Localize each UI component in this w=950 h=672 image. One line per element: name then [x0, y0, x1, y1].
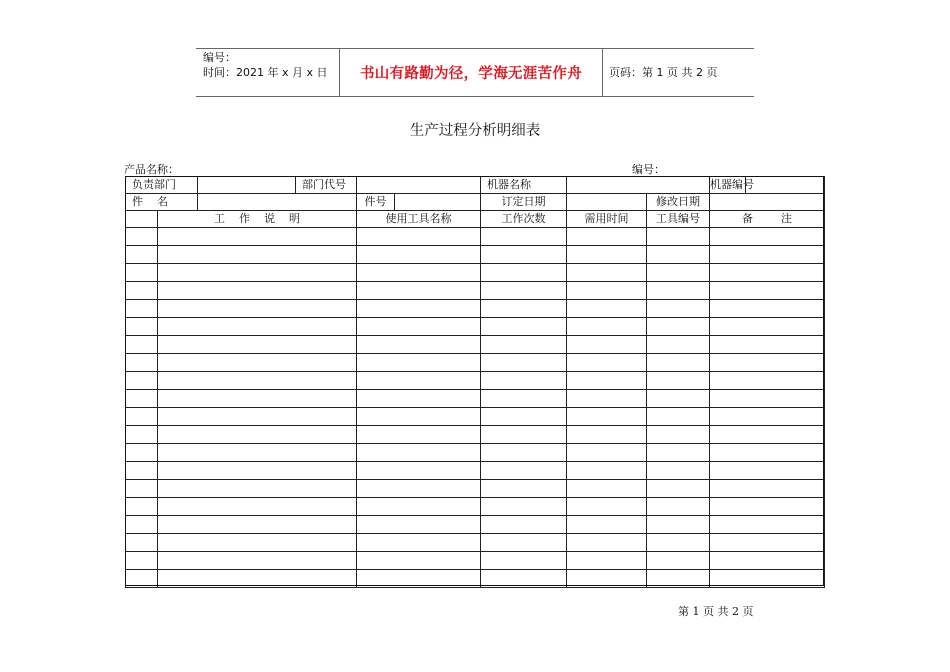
- remarks-cell[interactable]: [710, 480, 825, 498]
- tool-name-cell[interactable]: [357, 516, 481, 534]
- tool-name-cell[interactable]: [357, 480, 481, 498]
- number-label: 编号：: [632, 163, 665, 176]
- tool-name-cell[interactable]: [357, 336, 481, 354]
- work-description-cell[interactable]: [158, 444, 357, 462]
- process-analysis-table: [125, 176, 825, 588]
- tool-number-cell[interactable]: [647, 426, 710, 444]
- set-date-field[interactable]: [567, 194, 647, 211]
- tool-number-cell[interactable]: [647, 552, 710, 570]
- work-count-cell[interactable]: [481, 300, 567, 318]
- work-count-cell[interactable]: [481, 408, 567, 426]
- row-number-cell[interactable]: [126, 228, 158, 246]
- time-required-cell[interactable]: [567, 534, 647, 552]
- work-description-cell[interactable]: [158, 552, 357, 570]
- header-date-label: 时间：2021 年 x 月 x 日: [203, 66, 328, 79]
- table-row-dept: [126, 177, 825, 194]
- row-number-cell[interactable]: [126, 372, 158, 390]
- tool-number-cell[interactable]: [647, 534, 710, 552]
- remarks-cell[interactable]: [710, 372, 825, 390]
- col-time-required: 需用时间: [567, 211, 647, 228]
- remarks-cell[interactable]: [710, 534, 825, 552]
- table-row: [126, 498, 825, 516]
- tool-name-cell[interactable]: [357, 282, 481, 300]
- time-required-cell[interactable]: [567, 426, 647, 444]
- row-number-cell[interactable]: [126, 444, 158, 462]
- tool-name-cell[interactable]: [357, 426, 481, 444]
- remarks-cell[interactable]: [710, 570, 825, 588]
- col-remarks: 备 注: [710, 211, 825, 228]
- work-description-cell[interactable]: [158, 354, 357, 372]
- work-count-cell[interactable]: [481, 552, 567, 570]
- time-required-cell[interactable]: [567, 336, 647, 354]
- row-number-cell[interactable]: [126, 336, 158, 354]
- dept-code-label: 部门代号: [296, 177, 357, 194]
- header-serial-label: 编号：: [203, 51, 236, 64]
- tool-number-cell[interactable]: [647, 390, 710, 408]
- dept-field[interactable]: [198, 177, 296, 194]
- tool-number-cell[interactable]: [647, 354, 710, 372]
- table-row: [126, 246, 825, 264]
- tool-number-cell[interactable]: [647, 408, 710, 426]
- time-required-cell[interactable]: [567, 408, 647, 426]
- row-number-cell[interactable]: [126, 570, 158, 588]
- tool-number-cell[interactable]: [647, 516, 710, 534]
- tool-name-cell[interactable]: [357, 408, 481, 426]
- tool-name-cell[interactable]: [357, 498, 481, 516]
- work-count-cell[interactable]: [481, 372, 567, 390]
- remarks-cell[interactable]: [710, 462, 825, 480]
- footer-page-number: 第 1 页 共 2 页: [678, 605, 754, 618]
- table-row: [126, 480, 825, 498]
- row-number-cell[interactable]: [126, 246, 158, 264]
- work-description-cell[interactable]: [158, 228, 357, 246]
- work-description-cell[interactable]: [158, 390, 357, 408]
- tool-number-cell[interactable]: [647, 246, 710, 264]
- table-row: [126, 534, 825, 552]
- work-description-cell[interactable]: [158, 498, 357, 516]
- tool-number-cell[interactable]: [647, 264, 710, 282]
- row-number-cell[interactable]: [126, 462, 158, 480]
- tool-number-cell[interactable]: [647, 228, 710, 246]
- work-count-cell[interactable]: [481, 516, 567, 534]
- header-page-label: 页码：第 1 页 共 2 页: [609, 66, 718, 79]
- tool-name-cell[interactable]: [357, 534, 481, 552]
- remarks-cell[interactable]: [710, 264, 825, 282]
- row-number-cell[interactable]: [126, 354, 158, 372]
- tool-number-cell[interactable]: [647, 318, 710, 336]
- machine-no-field[interactable]: [746, 177, 825, 194]
- modify-date-field[interactable]: [710, 194, 825, 211]
- part-no-label: 件号: [357, 194, 395, 211]
- time-required-cell[interactable]: [567, 300, 647, 318]
- row-number-cell[interactable]: [126, 282, 158, 300]
- remarks-cell[interactable]: [710, 300, 825, 318]
- work-description-cell[interactable]: [158, 516, 357, 534]
- table-row: [126, 372, 825, 390]
- time-required-cell[interactable]: [567, 282, 647, 300]
- time-required-cell[interactable]: [567, 228, 647, 246]
- header-divider: [602, 48, 603, 96]
- work-count-cell[interactable]: [481, 426, 567, 444]
- tool-number-cell[interactable]: [647, 570, 710, 588]
- work-count-cell[interactable]: [481, 246, 567, 264]
- row-number-cell[interactable]: [126, 480, 158, 498]
- work-description-cell[interactable]: [158, 300, 357, 318]
- tool-number-cell[interactable]: [647, 444, 710, 462]
- work-count-cell[interactable]: [481, 318, 567, 336]
- work-description-cell[interactable]: [158, 246, 357, 264]
- part-no-field[interactable]: [395, 194, 481, 211]
- table-row: [126, 408, 825, 426]
- tool-name-cell[interactable]: [357, 264, 481, 282]
- work-count-cell[interactable]: [481, 228, 567, 246]
- header-bottom-rule: [196, 96, 754, 97]
- tool-number-cell[interactable]: [647, 498, 710, 516]
- table-column-headers: [126, 211, 825, 228]
- row-number-cell[interactable]: [126, 318, 158, 336]
- table-row: [126, 264, 825, 282]
- part-name-field[interactable]: [198, 194, 357, 211]
- table-row: [126, 390, 825, 408]
- remarks-cell[interactable]: [710, 282, 825, 300]
- tool-name-cell[interactable]: [357, 228, 481, 246]
- remarks-cell[interactable]: [710, 246, 825, 264]
- work-description-cell[interactable]: [158, 318, 357, 336]
- work-description-cell[interactable]: [158, 480, 357, 498]
- row-number-cell[interactable]: [126, 552, 158, 570]
- work-description-cell[interactable]: [158, 282, 357, 300]
- table-row: [126, 318, 825, 336]
- machine-name-label: 机器名称: [481, 177, 567, 194]
- time-required-cell[interactable]: [567, 480, 647, 498]
- time-required-cell[interactable]: [567, 390, 647, 408]
- document-title: 生产过程分析明细表: [409, 123, 541, 139]
- row-number-header: [126, 211, 158, 228]
- tool-name-cell[interactable]: [357, 318, 481, 336]
- table-row: [126, 354, 825, 372]
- work-description-cell[interactable]: [158, 408, 357, 426]
- work-count-cell[interactable]: [481, 498, 567, 516]
- tool-name-cell[interactable]: [357, 462, 481, 480]
- table-row: [126, 282, 825, 300]
- tool-name-cell[interactable]: [357, 372, 481, 390]
- remarks-cell[interactable]: [710, 336, 825, 354]
- header-motto: 书山有路勤为径，学海无涯苦作舟: [360, 65, 582, 82]
- work-description-cell[interactable]: [158, 336, 357, 354]
- row-number-cell[interactable]: [126, 408, 158, 426]
- work-count-cell[interactable]: [481, 390, 567, 408]
- work-description-cell[interactable]: [158, 462, 357, 480]
- modify-date-label: 修改日期: [647, 194, 710, 211]
- work-count-cell[interactable]: [481, 354, 567, 372]
- work-count-cell[interactable]: [481, 282, 567, 300]
- remarks-cell[interactable]: [710, 354, 825, 372]
- tool-number-cell[interactable]: [647, 282, 710, 300]
- table-row-part: [126, 194, 825, 211]
- work-count-cell[interactable]: [481, 444, 567, 462]
- time-required-cell[interactable]: [567, 264, 647, 282]
- tool-name-cell[interactable]: [357, 246, 481, 264]
- dept-code-field[interactable]: [357, 177, 481, 194]
- dept-label: 负责部门: [126, 177, 198, 194]
- time-required-cell[interactable]: [567, 462, 647, 480]
- work-count-cell[interactable]: [481, 534, 567, 552]
- part-name-label: 件 名: [126, 194, 198, 211]
- row-number-cell[interactable]: [126, 300, 158, 318]
- work-count-cell[interactable]: [481, 480, 567, 498]
- time-required-cell[interactable]: [567, 552, 647, 570]
- row-number-cell[interactable]: [126, 426, 158, 444]
- tool-name-cell[interactable]: [357, 552, 481, 570]
- table-row: [126, 462, 825, 480]
- time-required-cell[interactable]: [567, 372, 647, 390]
- product-name-label: 产品名称：: [124, 163, 179, 176]
- work-description-cell[interactable]: [158, 426, 357, 444]
- tool-name-cell[interactable]: [357, 354, 481, 372]
- header-info: [203, 50, 328, 80]
- tool-number-cell[interactable]: [647, 462, 710, 480]
- col-work-description: 工 作 说 明: [158, 211, 357, 228]
- col-tool-name: 使用工具名称: [357, 211, 481, 228]
- table-row: [126, 516, 825, 534]
- row-number-cell[interactable]: [126, 390, 158, 408]
- tool-number-cell[interactable]: [647, 336, 710, 354]
- remarks-cell[interactable]: [710, 426, 825, 444]
- remarks-cell[interactable]: [710, 516, 825, 534]
- time-required-cell[interactable]: [567, 354, 647, 372]
- row-number-cell[interactable]: [126, 516, 158, 534]
- row-number-cell[interactable]: [126, 498, 158, 516]
- tool-name-cell[interactable]: [357, 390, 481, 408]
- work-description-cell[interactable]: [158, 264, 357, 282]
- work-count-cell[interactable]: [481, 336, 567, 354]
- row-number-cell[interactable]: [126, 264, 158, 282]
- remarks-cell[interactable]: [710, 228, 825, 246]
- remarks-cell[interactable]: [710, 498, 825, 516]
- remarks-cell[interactable]: [710, 552, 825, 570]
- work-count-cell[interactable]: [481, 462, 567, 480]
- time-required-cell[interactable]: [567, 570, 647, 588]
- time-required-cell[interactable]: [567, 246, 647, 264]
- col-tool-number: 工具编号: [647, 211, 710, 228]
- table-row: [126, 552, 825, 570]
- work-count-cell[interactable]: [481, 570, 567, 588]
- table-row: [126, 426, 825, 444]
- remarks-cell[interactable]: [710, 318, 825, 336]
- time-required-cell[interactable]: [567, 498, 647, 516]
- tool-name-cell[interactable]: [357, 300, 481, 318]
- work-description-cell[interactable]: [158, 570, 357, 588]
- time-required-cell[interactable]: [567, 318, 647, 336]
- set-date-label: 订定日期: [481, 194, 567, 211]
- tool-number-cell[interactable]: [647, 300, 710, 318]
- remarks-cell[interactable]: [710, 390, 825, 408]
- work-description-cell[interactable]: [158, 534, 357, 552]
- row-number-cell[interactable]: [126, 534, 158, 552]
- table-row: [126, 228, 825, 246]
- table-row: [126, 570, 825, 588]
- remarks-cell[interactable]: [710, 408, 825, 426]
- work-count-cell[interactable]: [481, 264, 567, 282]
- tool-name-cell[interactable]: [357, 570, 481, 588]
- work-description-cell[interactable]: [158, 372, 357, 390]
- time-required-cell[interactable]: [567, 516, 647, 534]
- machine-name-field[interactable]: [567, 177, 710, 194]
- table-row: [126, 336, 825, 354]
- machine-no-label: 机器编号: [710, 177, 746, 194]
- remarks-cell[interactable]: [710, 444, 825, 462]
- table-row: [126, 444, 825, 462]
- table-row: [126, 300, 825, 318]
- tool-number-cell[interactable]: [647, 372, 710, 390]
- time-required-cell[interactable]: [567, 444, 647, 462]
- col-work-count: 工作次数: [481, 211, 567, 228]
- tool-name-cell[interactable]: [357, 444, 481, 462]
- tool-number-cell[interactable]: [647, 480, 710, 498]
